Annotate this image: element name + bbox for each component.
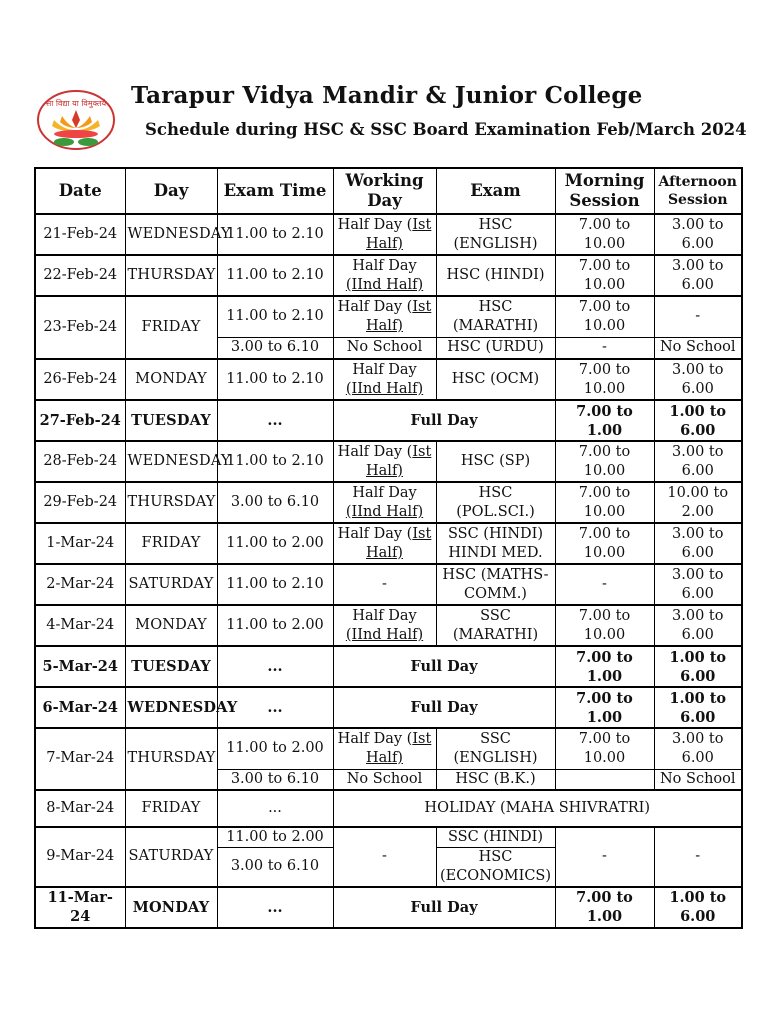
working-day-half: Ist Half)	[366, 298, 432, 334]
cell-afternoon: 3.00 to 6.00	[654, 441, 742, 482]
schedule-table	[34, 167, 743, 929]
cell-morning: -	[555, 337, 654, 359]
cell-date: 21-Feb-24	[35, 214, 125, 255]
cell-date: 11-Mar-24	[35, 887, 125, 928]
cell-working-day	[333, 728, 436, 769]
cell-working-day	[333, 359, 436, 400]
cell-full-day: Full Day	[333, 687, 555, 728]
exam-line2: (MARATHI)	[452, 626, 539, 643]
header-afternoon-session	[654, 168, 742, 214]
exam-line1: HSC (MATHS-	[442, 566, 549, 583]
cell-working-day	[333, 523, 436, 564]
working-day-text: Half Day (	[337, 443, 413, 460]
cell-exam-time: 11.00 to 2.10	[217, 255, 333, 296]
exam-line2: (POL.SCI.)	[456, 503, 535, 520]
cell-morning: 7.00 to 10.00	[555, 359, 654, 400]
cell-afternoon: -	[654, 296, 742, 337]
exam-line2: (ENGLISH)	[453, 749, 538, 766]
cell-morning: 7.00 to 10.00	[555, 523, 654, 564]
header-morning-line1: Morning	[564, 171, 645, 190]
table-row	[35, 827, 742, 848]
table-row	[35, 296, 742, 337]
working-day-text: Half Day (	[337, 730, 413, 747]
cell-morning: 7.00 to 10.00	[555, 728, 654, 769]
college-logo	[36, 90, 116, 154]
working-day-half: (IInd Half)	[345, 626, 424, 643]
cell-afternoon: 3.00 to 6.00	[654, 359, 742, 400]
table-row	[35, 523, 742, 564]
header-date: Date	[35, 168, 125, 214]
cell-date: 1-Mar-24	[35, 523, 125, 564]
cell-afternoon: 3.00 to 6.00	[654, 728, 742, 769]
cell-afternoon: 1.00 to 6.00	[654, 400, 742, 441]
cell-full-day: Full Day	[333, 646, 555, 687]
table-row	[35, 687, 742, 728]
working-day-text: Half Day (	[337, 298, 413, 315]
working-day-half: Ist Half)	[366, 216, 432, 252]
cell-exam-time: 11.00 to 2.10	[217, 296, 333, 337]
cell-morning: 7.00 to 10.00	[555, 482, 654, 523]
working-day-text: Half Day	[352, 361, 417, 378]
cell-date: 22-Feb-24	[35, 255, 125, 296]
cell-date: 23-Feb-24	[35, 296, 125, 359]
cell-morning: -	[555, 564, 654, 605]
logo-motto: सा विद्या या विमुक्तये	[45, 99, 107, 108]
cell-day: FRIDAY	[125, 523, 217, 564]
working-day-half: Ist Half)	[366, 525, 432, 561]
cell-exam-time: 11.00 to 2.00	[217, 605, 333, 646]
table-row	[35, 441, 742, 482]
cell-exam-time: 3.00 to 6.10	[217, 769, 333, 790]
working-day-text: Half Day	[352, 484, 417, 501]
cell-working-day: No School	[333, 337, 436, 359]
header-working-day-line2: Day	[367, 191, 402, 210]
cell-day: THURSDAY	[125, 728, 217, 790]
cell-exam	[436, 523, 555, 564]
cell-date: 8-Mar-24	[35, 790, 125, 827]
cell-afternoon: 1.00 to 6.00	[654, 646, 742, 687]
cell-working-day	[333, 214, 436, 255]
cell-day: FRIDAY	[125, 296, 217, 359]
exam-line1: SSC (HINDI)	[447, 525, 544, 542]
cell-exam	[436, 564, 555, 605]
exam-line1: SSC	[480, 730, 511, 747]
cell-exam-time: 11.00 to 2.00	[217, 728, 333, 769]
cell-day: WEDNESDAY	[125, 214, 217, 255]
cell-morning: 7.00 to 10.00	[555, 605, 654, 646]
cell-exam-time: 11.00 to 2.00	[217, 827, 333, 848]
cell-working-day: -	[333, 827, 436, 887]
cell-exam	[436, 728, 555, 769]
table-row	[35, 359, 742, 400]
header-afternoon-line1: Afternoon	[658, 174, 737, 190]
cell-working-day	[333, 482, 436, 523]
cell-day: TUESDAY	[125, 400, 217, 441]
cell-date: 26-Feb-24	[35, 359, 125, 400]
cell-date: 2-Mar-24	[35, 564, 125, 605]
exam-line2: COMM.)	[464, 585, 527, 602]
cell-exam: HSC (B.K.)	[436, 769, 555, 790]
working-day-half: (IInd Half)	[345, 276, 424, 293]
table-row	[35, 646, 742, 687]
table-row	[35, 255, 742, 296]
exam-line2: (MARATHI)	[452, 317, 539, 334]
cell-afternoon: 3.00 to 6.00	[654, 523, 742, 564]
table-row	[35, 400, 742, 441]
cell-morning: 7.00 to 1.00	[555, 687, 654, 728]
exam-line1: HSC	[478, 298, 513, 315]
cell-afternoon: 3.00 to 6.00	[654, 214, 742, 255]
cell-full-day: Full Day	[333, 887, 555, 928]
cell-exam	[436, 214, 555, 255]
cell-morning: 7.00 to 10.00	[555, 255, 654, 296]
cell-exam-time: 11.00 to 2.10	[217, 441, 333, 482]
header-morning-line2: Session	[569, 191, 640, 210]
working-day-text: Half Day	[352, 607, 417, 624]
page-subtitle: Schedule during HSC & SSC Board Examination Feb/March 2024	[145, 120, 747, 139]
cell-day: FRIDAY	[125, 790, 217, 827]
cell-date: 27-Feb-24	[35, 400, 125, 441]
cell-date: 7-Mar-24	[35, 728, 125, 790]
cell-afternoon: No School	[654, 337, 742, 359]
working-day-half: Ist Half)	[366, 730, 432, 766]
cell-exam-time: 11.00 to 2.10	[217, 564, 333, 605]
cell-exam-time: 3.00 to 6.10	[217, 847, 333, 887]
cell-exam-time: 11.00 to 2.10	[217, 359, 333, 400]
cell-morning: 7.00 to 10.00	[555, 214, 654, 255]
cell-date: 4-Mar-24	[35, 605, 125, 646]
cell-exam-time: ...	[217, 790, 333, 827]
cell-date: 28-Feb-24	[35, 441, 125, 482]
exam-line1: HSC	[478, 484, 513, 501]
cell-exam-time: 3.00 to 6.10	[217, 337, 333, 359]
cell-day: MONDAY	[125, 887, 217, 928]
cell-exam-time: 11.00 to 2.00	[217, 523, 333, 564]
table-row	[35, 564, 742, 605]
exam-line1: HSC	[478, 216, 513, 233]
cell-exam	[436, 482, 555, 523]
cell-day: SATURDAY	[125, 564, 217, 605]
cell-exam	[436, 296, 555, 337]
working-day-text: Half Day	[352, 257, 417, 274]
exam-line1: SSC	[480, 607, 511, 624]
cell-afternoon: 3.00 to 6.00	[654, 255, 742, 296]
cell-afternoon: 1.00 to 6.00	[654, 887, 742, 928]
cell-morning: 7.00 to 10.00	[555, 296, 654, 337]
working-day-text: Half Day (	[337, 216, 413, 233]
cell-exam: HSC (HINDI)	[436, 255, 555, 296]
cell-morning: 7.00 to 1.00	[555, 400, 654, 441]
cell-working-day	[333, 255, 436, 296]
cell-date: 29-Feb-24	[35, 482, 125, 523]
cell-exam: SSC (HINDI)	[436, 827, 555, 848]
cell-morning	[555, 769, 654, 790]
cell-morning: 7.00 to 1.00	[555, 646, 654, 687]
cell-day: MONDAY	[125, 605, 217, 646]
cell-afternoon: 3.00 to 6.00	[654, 605, 742, 646]
cell-date: 9-Mar-24	[35, 827, 125, 887]
cell-morning: -	[555, 827, 654, 887]
header-working-day	[333, 168, 436, 214]
working-day-half: (IInd Half)	[345, 503, 424, 520]
cell-afternoon: 3.00 to 6.00	[654, 564, 742, 605]
header-day: Day	[125, 168, 217, 214]
table-row	[35, 482, 742, 523]
exam-line2: (ECONOMICS)	[439, 867, 552, 884]
cell-exam: HSC (URDU)	[436, 337, 555, 359]
cell-working-day: -	[333, 564, 436, 605]
cell-day: WEDNESDAY	[125, 441, 217, 482]
cell-exam	[436, 847, 555, 887]
header-morning-session	[555, 168, 654, 214]
cell-working-day: No School	[333, 769, 436, 790]
cell-day: WEDNESDAY	[125, 687, 217, 728]
cell-working-day	[333, 605, 436, 646]
cell-exam-time: ...	[217, 687, 333, 728]
cell-exam	[436, 605, 555, 646]
table-row	[35, 605, 742, 646]
cell-working-day	[333, 441, 436, 482]
cell-holiday: HOLIDAY (MAHA SHIVRATRI)	[333, 790, 742, 827]
header-working-day-line1: Working	[345, 171, 424, 190]
cell-day: THURSDAY	[125, 482, 217, 523]
cell-afternoon: -	[654, 827, 742, 887]
cell-day: MONDAY	[125, 359, 217, 400]
cell-exam-time: ...	[217, 887, 333, 928]
table-row	[35, 214, 742, 255]
cell-full-day: Full Day	[333, 400, 555, 441]
table-row	[35, 790, 742, 827]
cell-working-day	[333, 296, 436, 337]
page-title: Tarapur Vidya Mandir & Junior College	[131, 82, 643, 109]
working-day-text: Half Day (	[337, 525, 413, 542]
table-row	[35, 728, 742, 769]
cell-exam: HSC (OCM)	[436, 359, 555, 400]
cell-date: 5-Mar-24	[35, 646, 125, 687]
working-day-half: (IInd Half)	[345, 380, 424, 397]
cell-morning: 7.00 to 1.00	[555, 887, 654, 928]
exam-line2: (ENGLISH)	[453, 235, 538, 252]
cell-exam-time: 11.00 to 2.10	[217, 214, 333, 255]
cell-exam-time: 3.00 to 6.10	[217, 482, 333, 523]
cell-afternoon: 10.00 to 2.00	[654, 482, 742, 523]
working-day-half: Ist Half)	[366, 443, 432, 479]
exam-line2: HINDI MED.	[448, 544, 543, 561]
cell-exam: HSC (SP)	[436, 441, 555, 482]
cell-exam-time: ...	[217, 646, 333, 687]
header-exam: Exam	[436, 168, 555, 214]
cell-exam-time: ...	[217, 400, 333, 441]
cell-afternoon: 1.00 to 6.00	[654, 687, 742, 728]
table-row	[35, 887, 742, 928]
cell-afternoon: No School	[654, 769, 742, 790]
header-afternoon-line2: Session	[667, 192, 728, 208]
exam-line1: HSC	[478, 848, 513, 865]
cell-morning: 7.00 to 10.00	[555, 441, 654, 482]
cell-day: TUESDAY	[125, 646, 217, 687]
cell-day: THURSDAY	[125, 255, 217, 296]
table-header-row	[35, 168, 742, 214]
header-exam-time: Exam Time	[217, 168, 333, 214]
cell-date: 6-Mar-24	[35, 687, 125, 728]
cell-day: SATURDAY	[125, 827, 217, 887]
